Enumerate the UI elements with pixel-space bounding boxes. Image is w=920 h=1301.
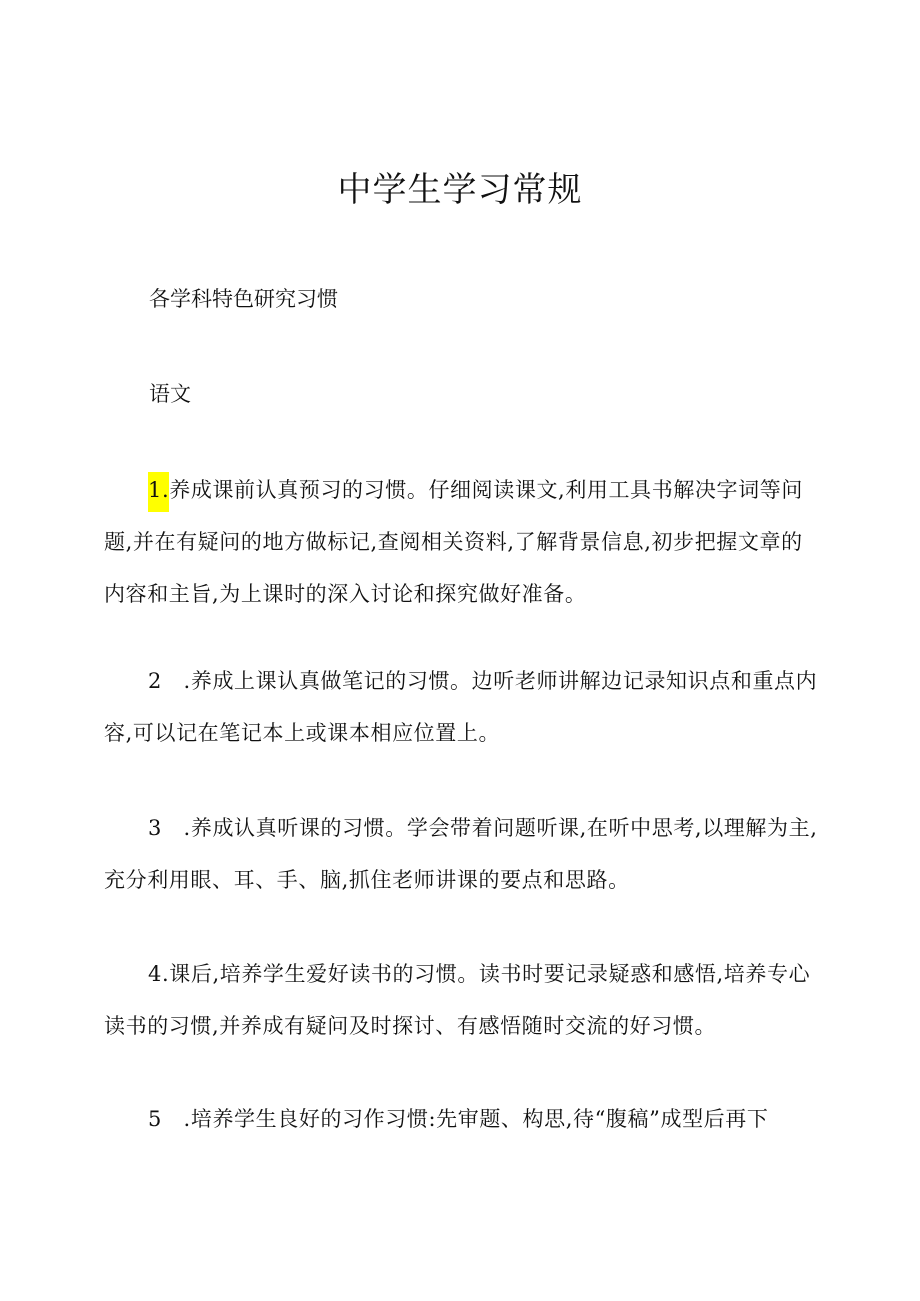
subject-label: 语文: [149, 382, 191, 406]
paragraph-2: [104, 655, 820, 759]
paragraph-text: 养成上课认真做笔记的习惯。边听老师讲解边记录知识点和重点内容,可以记在笔记本上或课本相应位置上。: [104, 669, 818, 745]
document-title: 中学生学习常规: [337, 170, 583, 210]
paragraph-text: 课后,培养学生爱好读书的习惯。读书时要记录疑惑和感悟,培养专心读书的习惯,并养成有疑问及时探讨、有感悟随时交流的好习惯。: [104, 962, 811, 1038]
paragraph-3: [104, 802, 820, 906]
paragraph-number: 1.: [148, 472, 169, 512]
paragraph-text: 养成认真听课的习惯。学会带着问题听课,在听中思考,以理解为主,充分利用眼、耳、手、脑,抓住老师讲课的要点和思路。: [104, 816, 818, 892]
paragraph-4: [104, 948, 820, 1052]
section-heading: 各学科特色研究习惯: [149, 287, 338, 311]
paragraph-number: 3 .: [148, 816, 191, 840]
paragraph-1: [104, 464, 820, 620]
paragraph-5: [104, 1093, 820, 1145]
paragraph-text: 培养学生良好的习作习惯:先审题、构思,待“腹稿”成型后再下: [190, 1107, 769, 1131]
paragraph-text: 养成课前认真预习的习惯。仔细阅读课文,利用工具书解决字词等问题,并在有疑问的地方做标记,查阅相关资料,了解背景信息,初步把握文章的内容和主旨,为上课时的深入讨论和探究做好准备。: [104, 478, 803, 606]
paragraph-number: 4.: [148, 962, 170, 986]
paragraph-number: 5 .: [148, 1107, 191, 1131]
paragraph-number: 2 .: [148, 669, 191, 693]
